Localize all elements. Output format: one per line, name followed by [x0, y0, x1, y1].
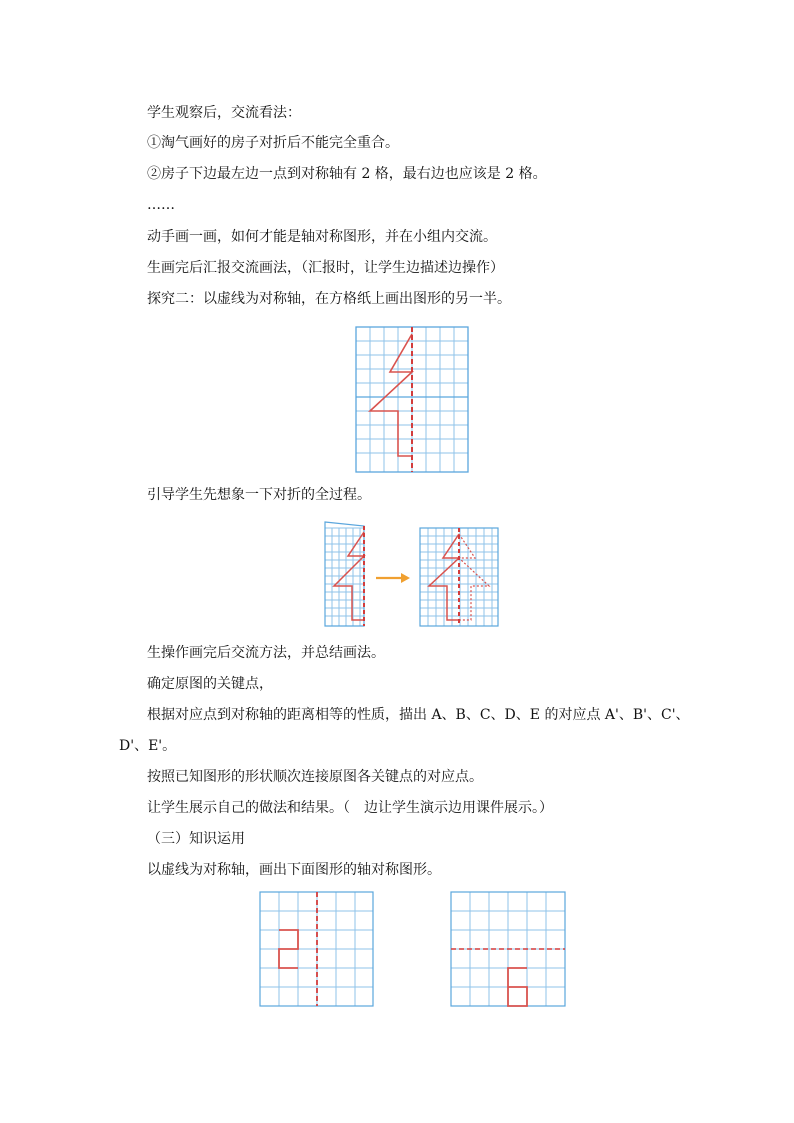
paragraph: 确定原图的关键点，	[147, 676, 273, 692]
paragraph: 根据对应点到对称轴的距离相等的性质，描出 A、B、C、D、E 的对应点 A'、B'、C'、	[147, 707, 690, 723]
paragraph: 按照已知图形的形状顺次连接原图各关键点的对应点。	[147, 769, 483, 785]
paragraph: 学生观察后，交流看法：	[147, 105, 301, 121]
paragraph: 以虚线为对称轴，画出下面图形的轴对称图形。	[147, 862, 441, 878]
paragraph: ①淘气画好的房子对折后不能完全重合。	[147, 135, 399, 151]
figure-exercise-vertical-axis	[259, 891, 375, 1009]
paragraph: 生画完后汇报交流画法，（汇报时，让学生边描述边操作）	[147, 260, 504, 276]
paragraph: 动手画一画，如何才能是轴对称图形，并在小组内交流。	[147, 229, 497, 245]
paragraph: 生操作画完后交流方法，并总结画法。	[147, 645, 385, 661]
figure-half-shape-grid	[355, 326, 469, 474]
figure-fold-process	[320, 520, 502, 628]
paragraph: ②房子下边最左边一点到对称轴有 2 格，最右边也应该是 2 格。	[147, 166, 547, 182]
figure-exercise-horizontal-axis	[450, 891, 568, 1009]
paragraph: D'、E'。	[119, 738, 177, 754]
paragraph: 探究二：以虚线为对称轴，在方格纸上画出图形的另一半。	[147, 291, 511, 307]
section-heading: （三）知识运用	[147, 831, 245, 847]
paragraph: 让学生展示自己的做法和结果。（ 边让学生演示边用课件展示。）	[147, 800, 553, 816]
paragraph: 引导学生先想象一下对折的全过程。	[147, 487, 371, 503]
paragraph: ……	[147, 197, 175, 213]
